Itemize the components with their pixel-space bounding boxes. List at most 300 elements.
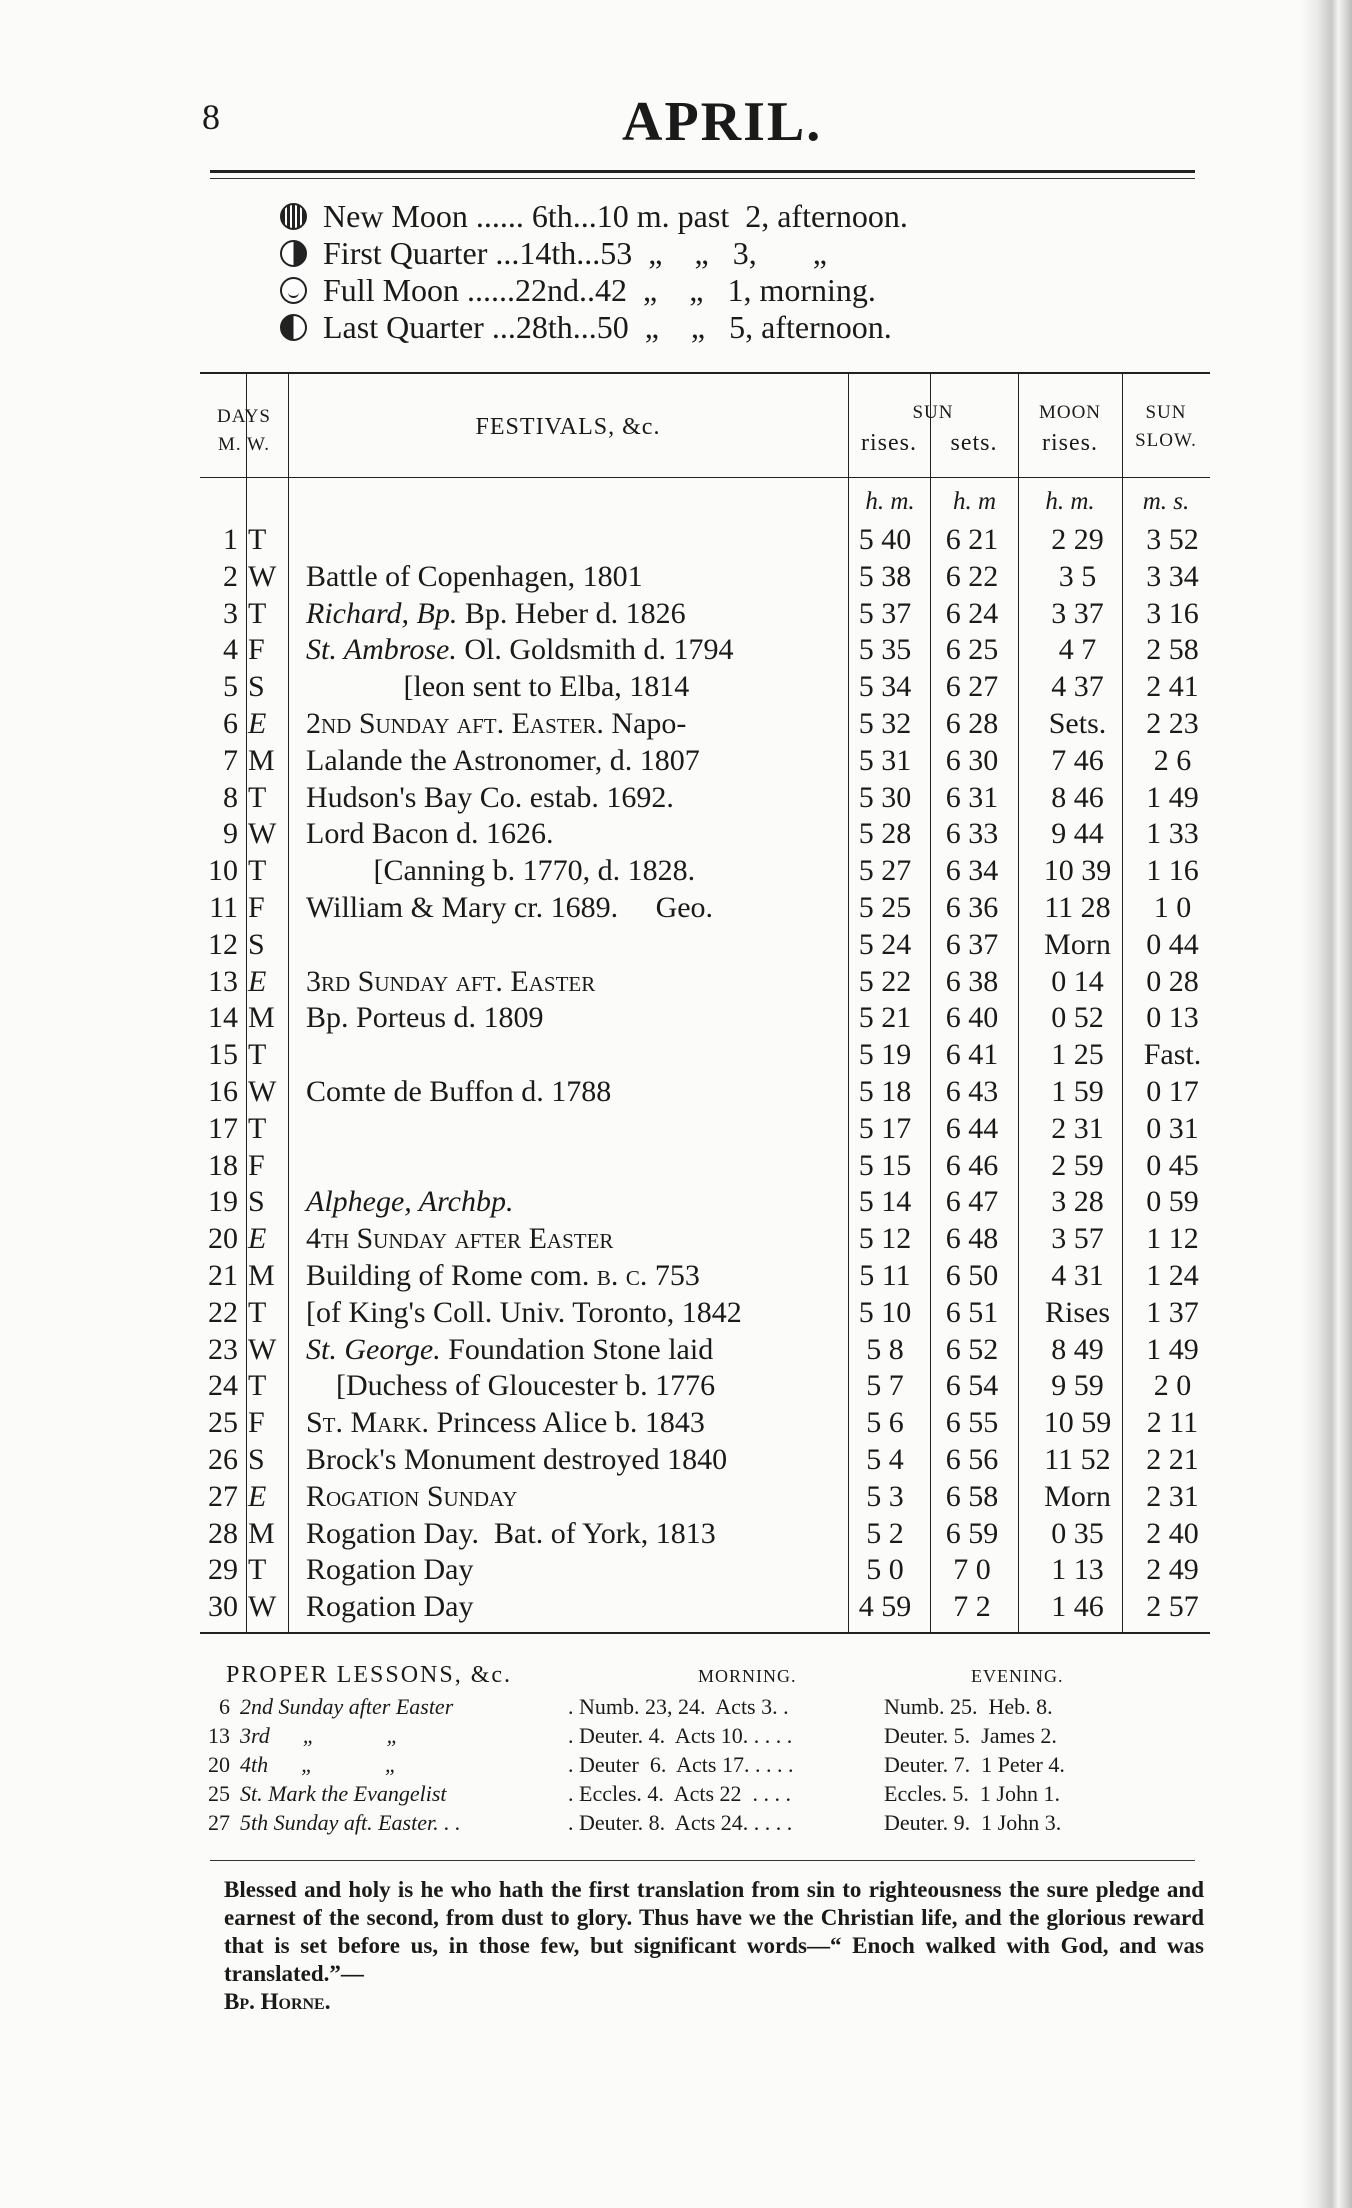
festival-text: b. c. — [596, 1258, 648, 1292]
festival-text: 2nd Sunday aft. Easter. — [306, 706, 604, 740]
festival-text: Comte de Buffon d. 1788 — [306, 1074, 612, 1108]
sun-rises: 5 31 — [858, 743, 912, 777]
sun-rises: 5 27 — [858, 854, 912, 888]
sun-rises: 5 38 — [858, 559, 912, 593]
moon-rises: 0 52 — [1051, 1001, 1104, 1035]
sun-sets: 6 33 — [945, 817, 999, 851]
sun-rises: 5 6 — [866, 1406, 904, 1440]
sun-rises: 5 30 — [858, 780, 912, 814]
moon-rises: 3 28 — [1051, 1185, 1104, 1219]
day-of-month: 7 — [223, 743, 238, 777]
day-of-month: 19 — [208, 1185, 238, 1219]
sun-slow: 1 37 — [1146, 1295, 1199, 1329]
table-top-rule — [200, 372, 1210, 374]
sun-rises: 5 22 — [858, 964, 912, 998]
lesson-name: 4th „ „ — [240, 1752, 398, 1777]
festival-cell — [306, 1479, 886, 1516]
moon-rises: 0 35 — [1051, 1516, 1104, 1550]
festival-text: [leon sent to Elba, 1814 — [306, 670, 690, 704]
sun-sets: 6 40 — [945, 1001, 999, 1035]
lesson-row — [196, 1810, 1206, 1839]
day-of-month: 17 — [208, 1111, 238, 1145]
moon-rises: Morn — [1044, 927, 1111, 961]
festival-cell — [306, 669, 886, 706]
page-number: 8 — [202, 97, 220, 137]
table-row — [200, 1405, 1210, 1442]
header-sun: SUN — [912, 402, 954, 423]
phase-new-moon — [280, 198, 908, 235]
day-of-week: F — [248, 890, 265, 924]
day-of-month: 15 — [208, 1038, 238, 1072]
festival-text: St. George. — [306, 1332, 441, 1366]
phase-text: New Moon ...... 6th...10 m. past 2, afternoon. — [323, 198, 908, 234]
festival-text: Building of Rome com. — [306, 1258, 597, 1292]
sun-slow: 2 11 — [1146, 1406, 1199, 1440]
table-row — [200, 1332, 1210, 1369]
sun-slow: 1 49 — [1146, 1332, 1199, 1366]
sun-slow: 0 45 — [1146, 1148, 1199, 1182]
sun-slow: 2 58 — [1146, 633, 1199, 667]
sun-slow: 0 59 — [1146, 1185, 1199, 1219]
day-of-month: 28 — [208, 1516, 238, 1550]
day-of-month: 3 — [223, 596, 238, 630]
header-festivals: FESTIVALS, &c. — [475, 414, 661, 440]
sun-slow: 1 33 — [1146, 817, 1199, 851]
unit-rise: h. m. — [865, 488, 915, 515]
table-row — [200, 596, 1210, 633]
festival-text: Princess Alice b. 1843 — [429, 1406, 705, 1440]
sun-slow: 1 12 — [1146, 1222, 1199, 1256]
sun-rises: 5 19 — [858, 1038, 912, 1072]
header-divider — [200, 477, 288, 478]
table-row — [200, 1442, 1210, 1479]
table-row — [200, 1516, 1210, 1553]
day-of-week: F — [248, 633, 265, 667]
header-sun-slow: SUN — [1145, 402, 1187, 423]
day-of-month: 24 — [208, 1369, 238, 1403]
page-shadow — [1300, 0, 1318, 2208]
sun-slow: 2 31 — [1146, 1479, 1199, 1513]
unit-set: h. m — [952, 488, 997, 515]
festival-cell — [306, 1000, 886, 1037]
first-quarter-icon — [280, 240, 307, 267]
sun-slow: 0 31 — [1146, 1111, 1199, 1145]
table-row — [200, 1589, 1210, 1626]
festival-text: Rogation Day — [306, 1590, 474, 1624]
sun-sets: 6 58 — [945, 1479, 999, 1513]
festival-cell — [306, 1405, 886, 1442]
sun-sets: 7 0 — [953, 1553, 991, 1587]
moon-rises: 4 7 — [1058, 633, 1097, 667]
lesson-day: 13 — [208, 1723, 230, 1748]
moon-rises: 9 44 — [1051, 817, 1104, 851]
day-of-month: 8 — [223, 780, 238, 814]
festival-text: [of King's Coll. Univ. Toronto, 1842 — [306, 1295, 742, 1329]
festival-cell — [306, 1258, 886, 1295]
sun-rises: 5 18 — [858, 1074, 912, 1108]
festival-text: Richard, Bp. — [306, 596, 458, 630]
day-of-month: 30 — [208, 1590, 238, 1624]
page-title: APRIL. — [622, 91, 823, 153]
sun-rises: 5 28 — [858, 817, 912, 851]
moon-rises: 10 39 — [1043, 854, 1112, 888]
moon-rises: 1 25 — [1051, 1038, 1104, 1072]
sun-rises: 5 15 — [858, 1148, 912, 1182]
sun-slow: 2 23 — [1146, 706, 1199, 740]
sun-sets: 6 50 — [945, 1258, 999, 1292]
festival-text: [Duchess of Gloucester b. 1776 — [306, 1369, 716, 1403]
sun-slow: 2 0 — [1153, 1369, 1192, 1403]
closing-quote — [224, 1876, 1204, 2016]
sun-slow: 0 17 — [1146, 1074, 1199, 1108]
table-row — [200, 1552, 1210, 1589]
festival-cell — [306, 596, 886, 633]
lesson-name: 2nd Sunday after Easter — [240, 1694, 454, 1719]
sun-sets: 6 38 — [945, 964, 999, 998]
lesson-day: 20 — [208, 1752, 230, 1777]
table-row — [200, 853, 1210, 890]
festival-text: 4th Sunday after Easter — [306, 1222, 614, 1256]
day-of-month: 2 — [223, 559, 238, 593]
moon-rises: 1 46 — [1051, 1590, 1104, 1624]
day-of-month: 14 — [208, 1001, 238, 1035]
table-row — [200, 1221, 1210, 1258]
day-of-week: T — [248, 1295, 267, 1329]
quote-rule — [210, 1860, 1195, 1861]
sun-rises: 5 17 — [858, 1111, 912, 1145]
day-of-week: W — [248, 1590, 277, 1624]
sun-rises: 5 32 — [858, 706, 912, 740]
day-of-month: 4 — [223, 633, 238, 667]
quote-attribution: Bp. Horne. — [224, 1989, 331, 2014]
phase-text: Last Quarter ...28th...50 „ „ 5, afternoon. — [323, 309, 892, 345]
day-of-week: T — [248, 1038, 267, 1072]
sun-sets: 6 27 — [945, 670, 999, 704]
page-edge — [1318, 0, 1352, 2208]
lessons-list — [196, 1694, 1206, 1839]
lesson-name: 3rd „ „ — [240, 1723, 399, 1748]
table-bottom-rule — [200, 1632, 1210, 1634]
sun-sets: 6 48 — [945, 1222, 999, 1256]
lesson-day: 6 — [219, 1694, 230, 1719]
day-of-week: S — [248, 1185, 265, 1219]
sun-slow: 2 49 — [1146, 1553, 1199, 1587]
sun-sets: 6 59 — [945, 1516, 999, 1550]
sun-rises: 4 59 — [858, 1590, 912, 1624]
sun-sets: 6 21 — [945, 523, 999, 556]
festival-text: 3rd Sunday aft. Easter — [306, 964, 596, 998]
lessons-header — [196, 1662, 1206, 1694]
day-of-week: M — [248, 1001, 275, 1035]
sun-slow: 1 16 — [1146, 854, 1199, 888]
lesson-day: 25 — [208, 1781, 230, 1806]
moon-rises: 10 59 — [1043, 1406, 1112, 1440]
festival-text: Rogation Day — [306, 1553, 474, 1587]
day-of-week: S — [248, 927, 265, 961]
festival-text: Napo- — [603, 706, 687, 740]
day-of-month: 29 — [208, 1553, 238, 1587]
day-of-week: T — [248, 1553, 267, 1587]
sun-slow: 3 34 — [1146, 559, 1199, 593]
unit-moon: h. m. — [1045, 488, 1095, 515]
sun-slow: 0 44 — [1146, 927, 1199, 961]
sun-rises: 5 7 — [866, 1369, 904, 1403]
sun-sets: 6 52 — [945, 1332, 999, 1366]
table-row — [200, 1148, 1210, 1185]
festival-text: Lalande the Astronomer, d. 1807 — [306, 743, 700, 777]
sun-slow: Fast. — [1143, 1038, 1202, 1072]
day-of-month: 25 — [208, 1406, 238, 1440]
day-of-week: E — [248, 706, 267, 740]
header-days-sub: M. W. — [218, 434, 270, 455]
day-of-week: W — [248, 817, 277, 851]
proper-lessons — [196, 1662, 1206, 1839]
table-row — [200, 1000, 1210, 1037]
sun-rises: 5 8 — [866, 1332, 904, 1366]
festival-text: St. Mark. — [306, 1406, 430, 1440]
sun-rises: 5 40 — [858, 523, 912, 556]
sun-sets: 7 2 — [953, 1590, 991, 1624]
moon-rises: 4 31 — [1051, 1258, 1104, 1292]
moon-rises: 2 29 — [1051, 523, 1104, 556]
lesson-evening: Deuter. 7. 1 Peter 4. — [884, 1752, 1065, 1777]
sun-sets: 6 37 — [945, 927, 999, 961]
festival-cell — [306, 559, 886, 596]
table-row — [200, 706, 1210, 743]
phase-text: First Quarter ...14th...53 „ „ 3, „ — [323, 235, 827, 271]
table-row — [200, 927, 1210, 964]
sun-rises: 5 34 — [858, 670, 912, 704]
table-row — [200, 1368, 1210, 1405]
lesson-morning: . Deuter. 8. Acts 24. . . . . — [568, 1810, 793, 1835]
festival-cell — [306, 632, 886, 669]
lesson-row — [196, 1752, 1206, 1781]
day-of-month: 22 — [208, 1295, 238, 1329]
moon-rises: Sets. — [1048, 706, 1107, 740]
moon-rises: 4 37 — [1051, 670, 1104, 704]
sun-rises: 5 35 — [858, 633, 912, 667]
festival-cell — [306, 780, 886, 817]
day-of-week: M — [248, 1516, 275, 1550]
day-of-week: W — [248, 1332, 277, 1366]
phase-first-quarter — [280, 235, 908, 272]
festival-text: Foundation Stone laid — [440, 1332, 714, 1366]
moon-rises: 1 13 — [1051, 1553, 1104, 1587]
sun-slow: 2 40 — [1146, 1516, 1199, 1550]
sun-sets: 6 30 — [945, 743, 999, 777]
moon-rises: 1 59 — [1051, 1074, 1104, 1108]
day-of-month: 1 — [223, 523, 238, 556]
day-of-month: 16 — [208, 1074, 238, 1108]
lesson-evening: Deuter. 9. 1 John 3. — [884, 1810, 1062, 1835]
festival-text: Ol. Goldsmith d. 1794 — [456, 633, 734, 667]
header-sun-rises: rises. — [861, 430, 917, 456]
sun-slow: 3 16 — [1146, 596, 1199, 630]
sun-rises: 5 21 — [858, 1001, 912, 1035]
day-of-week: T — [248, 596, 267, 630]
festival-text: Battle of Copenhagen, 1801 — [306, 559, 643, 593]
lesson-name: St. Mark the Evangelist — [240, 1781, 447, 1806]
sun-rises: 5 12 — [858, 1222, 912, 1256]
day-of-week: T — [248, 854, 267, 888]
moon-rises: 11 28 — [1044, 890, 1111, 924]
festival-cell — [306, 1332, 886, 1369]
sun-slow: 1 0 — [1153, 890, 1192, 924]
day-of-week: T — [248, 1111, 267, 1145]
festival-cell — [306, 890, 886, 927]
day-of-week: E — [248, 1479, 267, 1513]
sun-slow: 2 6 — [1153, 743, 1192, 777]
sun-slow: 1 49 — [1146, 780, 1199, 814]
new-moon-icon — [280, 203, 307, 230]
sun-slow: 2 57 — [1146, 1590, 1199, 1624]
festival-text: Hudson's Bay Co. estab. 1692. — [306, 780, 674, 814]
sun-rises: 5 2 — [866, 1516, 904, 1550]
sun-rises: 5 3 — [866, 1479, 904, 1513]
header-sun-slow-sub: SLOW. — [1135, 430, 1197, 451]
header-rule-bottom — [210, 178, 1195, 179]
day-of-week: S — [248, 1442, 265, 1476]
festival-cell — [306, 1295, 886, 1332]
unit-slow: m. s. — [1142, 488, 1190, 515]
festival-text: St. Ambrose. — [306, 633, 457, 667]
sun-sets: 6 44 — [945, 1111, 999, 1145]
day-of-week: F — [248, 1148, 265, 1182]
festival-cell — [306, 964, 886, 1001]
moon-rises: 2 59 — [1051, 1148, 1104, 1182]
lesson-name: 5th Sunday aft. Easter. . . — [240, 1810, 461, 1835]
moon-rises: 3 57 — [1051, 1222, 1104, 1256]
table-row — [200, 816, 1210, 853]
table-row — [200, 964, 1210, 1001]
table-row — [200, 1111, 1210, 1148]
sun-slow: 2 41 — [1146, 670, 1199, 704]
sun-sets: 6 34 — [945, 854, 999, 888]
day-of-month: 21 — [208, 1258, 238, 1292]
festival-text: 753 — [647, 1258, 700, 1292]
lesson-row — [196, 1694, 1206, 1723]
header-moon-rises: rises. — [1042, 430, 1098, 456]
moon-rises: 9 59 — [1051, 1369, 1104, 1403]
festival-text: Rogation Day. Bat. of York, 1813 — [306, 1516, 716, 1550]
day-of-week: M — [248, 1258, 275, 1292]
day-of-month: 10 — [208, 854, 238, 888]
phase-text: Full Moon ......22nd..42 „ „ 1, morning. — [323, 272, 876, 308]
lesson-row — [196, 1781, 1206, 1810]
table-row — [200, 1074, 1210, 1111]
sun-rises: 5 11 — [859, 1258, 911, 1292]
sun-rises: 5 4 — [866, 1442, 904, 1476]
lessons-evening-label: EVENING. — [971, 1666, 1064, 1686]
festival-text: Bp. Porteus d. 1809 — [306, 1001, 544, 1035]
sun-rises: 5 37 — [858, 596, 912, 630]
table-row — [200, 890, 1210, 927]
sun-sets: 6 51 — [945, 1295, 999, 1329]
festival-text: Bp. Heber d. 1826 — [457, 596, 686, 630]
header-rule-top — [210, 170, 1195, 173]
day-of-month: 18 — [208, 1148, 238, 1182]
day-of-week: S — [248, 670, 265, 704]
moon-phases — [280, 198, 908, 346]
lesson-evening: Eccles. 5. 1 John 1. — [884, 1781, 1060, 1806]
moon-rises: 8 46 — [1051, 780, 1104, 814]
festival-cell — [306, 1552, 886, 1589]
table-row — [200, 632, 1210, 669]
sun-sets: 6 25 — [945, 633, 999, 667]
day-of-month: 11 — [209, 890, 238, 924]
table-row — [200, 669, 1210, 706]
lesson-morning: . Eccles. 4. Acts 22 . . . . — [568, 1781, 792, 1806]
sun-sets: 6 28 — [945, 706, 999, 740]
day-of-week: E — [248, 1222, 267, 1256]
festival-text: William & Mary cr. 1689. Geo. — [306, 890, 714, 924]
sun-sets: 6 47 — [945, 1185, 999, 1219]
day-of-month: 6 — [223, 706, 238, 740]
lessons-title: PROPER LESSONS, &c. — [226, 1662, 513, 1688]
lesson-morning: . Numb. 23, 24. Acts 3. . — [568, 1694, 789, 1719]
festival-cell — [306, 1516, 886, 1553]
full-moon-icon — [280, 277, 307, 304]
lesson-evening: Deuter. 5. James 2. — [884, 1723, 1057, 1748]
festival-text: Brock's Monument destroyed 1840 — [306, 1442, 728, 1476]
moon-rises: 3 37 — [1051, 596, 1104, 630]
sun-sets: 6 41 — [945, 1038, 999, 1072]
festival-cell — [306, 1368, 886, 1405]
sun-sets: 6 22 — [945, 559, 999, 593]
sun-sets: 6 54 — [945, 1369, 999, 1403]
quote-text: Blessed and holy is he who hath the first translation from sin to righteousness the sure pledge and earnest of the second, from dust to glory. Thus have we the Christian life, and the glorious reward that is set before us, in those few, but significant words—“ Enoch walked with God, and was translated.”— — [224, 1877, 1204, 1986]
sun-rises: 5 14 — [858, 1185, 912, 1219]
sun-sets: 6 43 — [945, 1074, 999, 1108]
sun-slow: 3 52 — [1146, 523, 1199, 556]
sun-rises: 5 25 — [858, 890, 912, 924]
table-row — [200, 559, 1210, 596]
moon-rises: 7 46 — [1051, 743, 1104, 777]
sun-sets: 6 55 — [945, 1406, 999, 1440]
phase-full-moon — [280, 272, 908, 309]
header-moon: MOON — [1038, 402, 1102, 423]
day-of-week: W — [248, 1074, 277, 1108]
festival-cell — [306, 1589, 886, 1626]
sun-sets: 6 24 — [945, 596, 999, 630]
festival-cell — [306, 816, 886, 853]
table-row — [200, 522, 1210, 559]
festival-cell — [306, 1184, 886, 1221]
day-of-week: M — [248, 743, 275, 777]
festival-cell — [306, 1221, 886, 1258]
festival-text: Rogation Sunday — [306, 1479, 518, 1513]
table-row — [200, 743, 1210, 780]
day-of-month: 5 — [223, 670, 238, 704]
day-of-month: 13 — [208, 964, 238, 998]
lesson-row — [196, 1723, 1206, 1752]
day-of-month: 12 — [208, 927, 238, 961]
table-row — [200, 780, 1210, 817]
moon-rises: 11 52 — [1044, 1442, 1111, 1476]
table-row — [200, 1184, 1210, 1221]
lesson-evening: Numb. 25. Heb. 8. — [884, 1694, 1053, 1719]
day-of-month: 23 — [208, 1332, 238, 1366]
moon-rises: 0 14 — [1051, 964, 1104, 998]
lessons-morning-label: MORNING. — [698, 1666, 797, 1686]
sun-rises: 5 10 — [858, 1295, 912, 1329]
moon-rises: 3 5 — [1058, 559, 1097, 593]
festival-cell — [306, 706, 886, 743]
sun-slow: 1 24 — [1146, 1258, 1199, 1292]
festival-text: [Canning b. 1770, d. 1828. — [306, 854, 696, 888]
moon-rises: Rises — [1044, 1295, 1110, 1329]
day-of-month: 27 — [208, 1479, 238, 1513]
